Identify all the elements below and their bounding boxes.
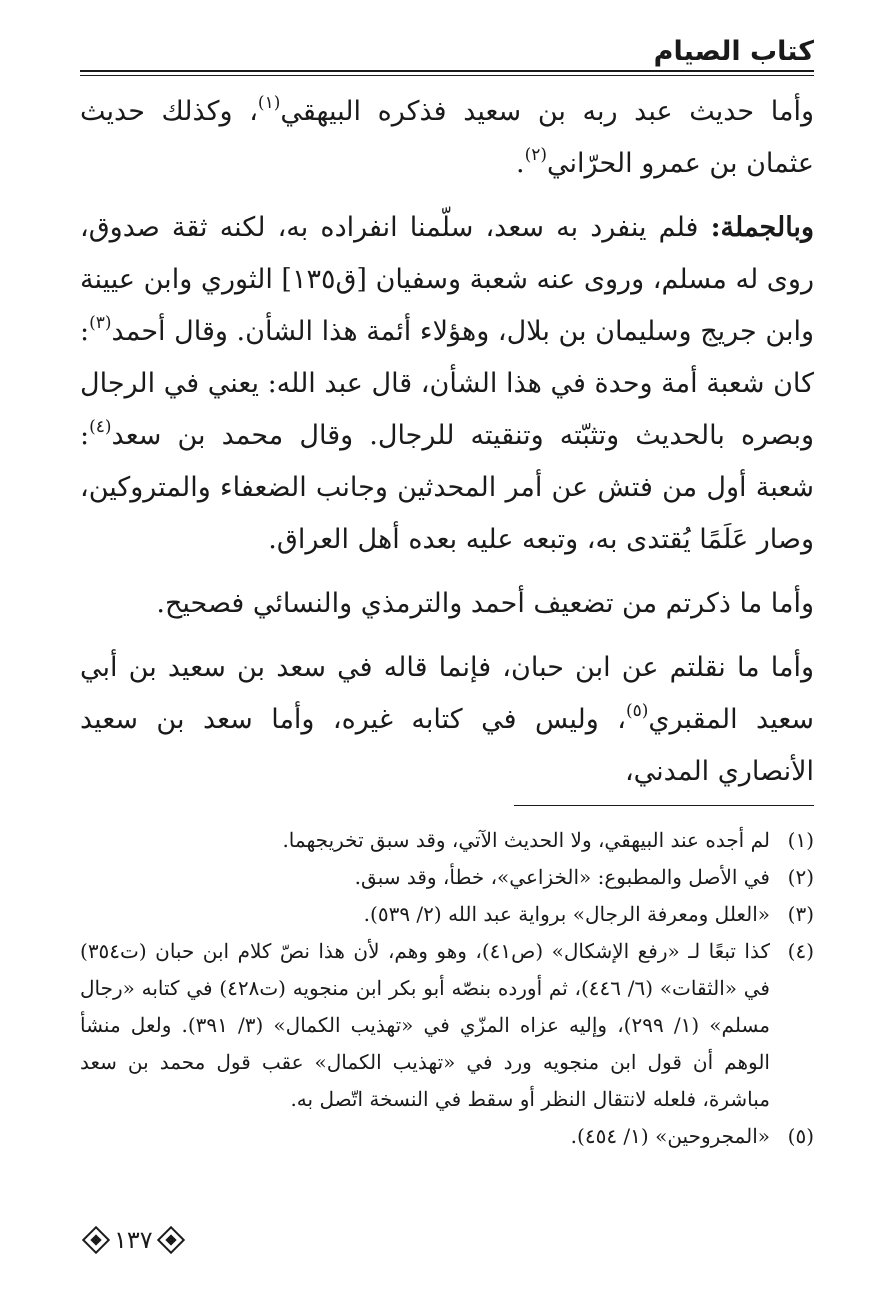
paragraph-4: وأما ما نقلتم عن ابن حبان، فإنما قاله في سعد بن سعيد بن أبي سعيد المقبري$^{(٥)}$، وليس في كتابه غيره، وأما سعد بن سعيد الأنصاري المدني، bbox=[80, 652, 815, 787]
footnote-ref-1[interactable]: (١) bbox=[257, 93, 281, 113]
footnote-separator bbox=[514, 805, 814, 806]
footnote-ref-3[interactable]: (٣) bbox=[89, 313, 112, 333]
footnotes bbox=[80, 822, 814, 1155]
footnote-number: (٣) bbox=[787, 902, 814, 926]
page-number-block bbox=[78, 1225, 189, 1255]
footnote-text: «العلل ومعرفة الرجال» برواية عبد الله (٢/ ٥٣٩). bbox=[363, 902, 770, 926]
footnote-text: لم أجده عند البيهقي، ولا الحديث الآتي، وقد سبق تخريجهما. bbox=[282, 828, 770, 852]
paragraph-2: وبالجملة: فلم ينفرد به سعد، سلّمنا انفراده به، لكنه ثقة صدوق، روى له مسلم، وروى عنه شعبة وسفيان [ق١٣٥] الثوري وابن عيينة وابن جريج وسليمان بن بلال، وهؤلاء أئمة هذا الشأن. وقال أحمد$^{(٣)}$: كان شعبة أمة وحدة في هذا الشأن، قال عبد الله: يعني في الرجال وبصره بالحديث وتثبّته وتنقيته للرجال. وقال محمد بن سعد$^{(٤)}$: شعبة أول من فتش عن أمر المحدثين وجانب الضعفاء والمتروكين، وصار عَلَمًا يُقتدى به، وتبعه عليه بعده أهل العراق. bbox=[80, 212, 815, 555]
footnote-number: (٥) bbox=[787, 1124, 814, 1148]
footnote-ref-4[interactable]: (٤) bbox=[89, 417, 112, 437]
main-text bbox=[80, 86, 814, 798]
footnote-text: كذا تبعًا لـ «رفع الإشكال» (ص٤١)، وهو وهم، لأن هذا نصّ كلام ابن حبان (ت٣٥٤) في «الثقات» (٦/ ٤٤٦)، ثم أورده بنصّه أبو بكر ابن منجويه (ت٤٢٨) في كتابه «رجال مسلم» (١/ ٢٩٩)، وإليه عزاه المزّي في «تهذيب الكمال» (٣/ ٣٩١). ولعل منشأ الوهم أن قول ابن منجويه ورد في «تهذيب الكمال» عقب قول محمد بن سعد مباشرة، فلعله لانتقال النظر أو سقط في النسخة اتّصل به. bbox=[80, 939, 770, 1111]
header-rule-thick bbox=[80, 70, 814, 72]
paragraph-lead-word: وبالجملة: bbox=[710, 212, 814, 243]
footnote-text: في الأصل والمطبوع: «الخزاعي»، خطأ، وقد سبق. bbox=[354, 865, 770, 889]
paragraph-1: وأما حديث عبد ربه بن سعيد فذكره البيهقي$^{(١)}$، وكذلك حديث عثمان بن عمرو الحرّاني$^{(٢)}$. bbox=[80, 93, 814, 179]
footnote-item bbox=[80, 859, 814, 896]
ornament-left-icon bbox=[82, 1226, 110, 1254]
footnote-ref-5[interactable]: (٥) bbox=[625, 701, 649, 721]
footnote-item bbox=[80, 1118, 814, 1155]
footnote-item bbox=[80, 822, 814, 859]
header-rule-thin bbox=[80, 75, 814, 76]
footnote-number: (٤) bbox=[787, 939, 814, 963]
paragraph-3: وأما ما ذكرتم من تضعيف أحمد والترمذي والنسائي فصحيح. bbox=[156, 588, 814, 619]
footnote-ref-2[interactable]: (٢) bbox=[524, 145, 548, 165]
footnote-number: (١) bbox=[787, 828, 814, 852]
footnote-text: «المجروحين» (١/ ٤٥٤). bbox=[570, 1124, 770, 1148]
footnote-item bbox=[80, 896, 814, 933]
running-header bbox=[80, 36, 814, 72]
ornament-right-icon bbox=[157, 1226, 185, 1254]
footnote-number: (٢) bbox=[787, 865, 814, 889]
footnote-item bbox=[80, 933, 814, 1118]
page-number: ١٣٧ bbox=[114, 1226, 153, 1254]
chapter-title: كتاب الصيام bbox=[653, 36, 814, 67]
